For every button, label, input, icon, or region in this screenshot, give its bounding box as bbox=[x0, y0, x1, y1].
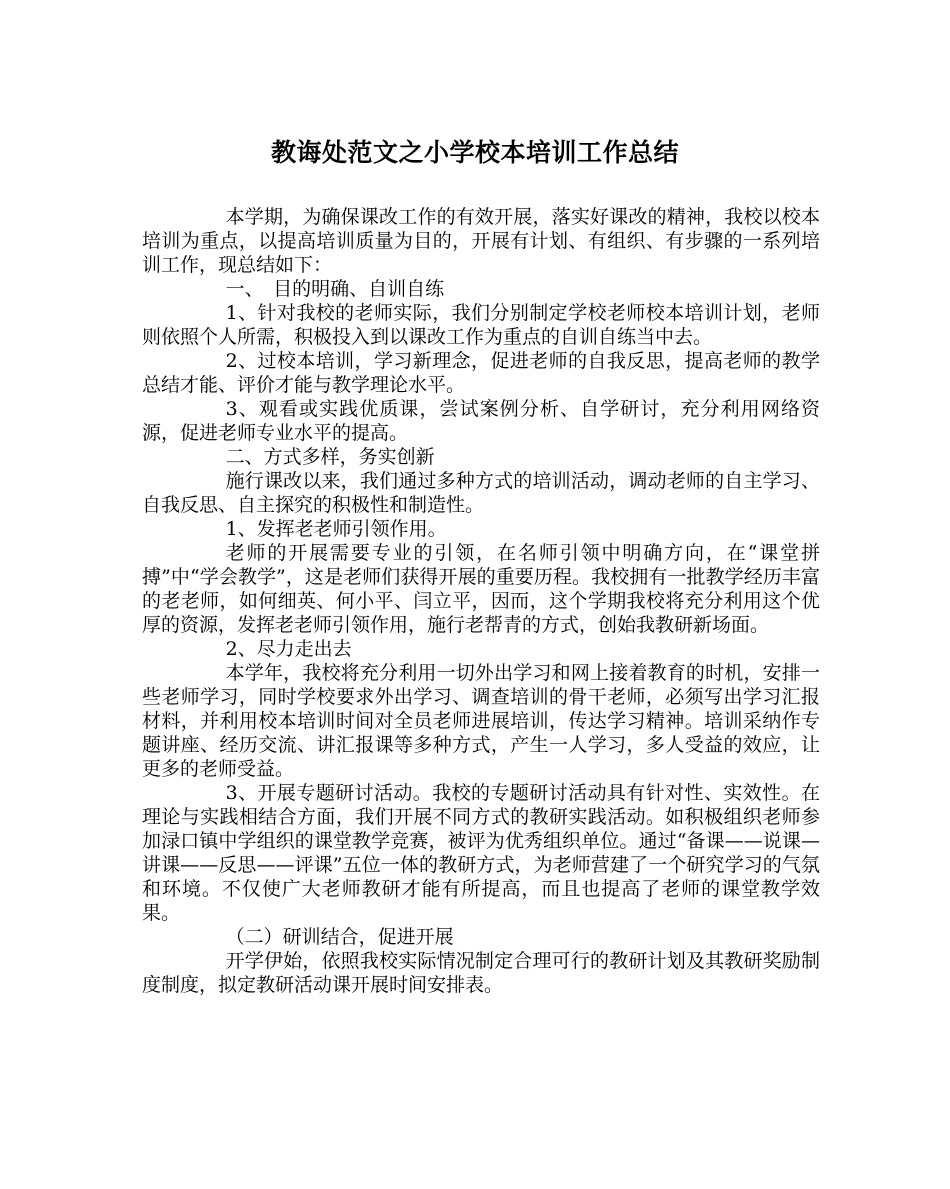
paragraph: 3、观看或实践优质课，尝试案例分析、自学研讨，充分利用网络资源，促进老师专业水平的提高。 bbox=[142, 398, 820, 444]
paragraph: 施行课改以来，我们通过多种方式的培训活动，调动老师的自主学习、自我反思、自主探究的积极性和制造性。 bbox=[142, 470, 820, 516]
paragraph: 本学年，我校将充分利用一切外出学习和网上接着教育的时机，安排一些老师学习，同时学校要求外出学习、调查培训的骨干老师，必须写出学习汇报材料，并利用校本培训时间对全员老师进展培训，传达学习精神。培训采纳作专题讲座、经历交流、讲汇报课等多种方式，产生一人学习，多人受益的效应，让更多的老师受益。 bbox=[142, 662, 820, 780]
document-title: 教诲处范文之小学校本培训工作总结 bbox=[270, 138, 679, 167]
section-heading-3: （二）研训结合，促进开展 bbox=[225, 926, 454, 948]
paragraph: 3、开展专题研讨活动。我校的专题研讨活动具有针对性、实效性。在理论与实践相结合方面，我们开展不同方式的教研实践活动。如积极组织老师参加渌口镇中学组织的课堂教学竞赛，被评为优秀组织单位。通过“备课——说课—讲课——反思——评课”五位一体的教研方式，为老师营建了一个研究学习的气氛和环境。不仅使广大老师教研才能有所提高，而且也提高了老师的课堂教学效果。 bbox=[142, 782, 820, 924]
section-heading-1: 一、 目的明确、自训自练 bbox=[225, 278, 445, 300]
paragraph: 2、过校本培训，学习新理念，促进老师的自我反思，提高老师的教学总结才能、评价才能与教学理论水平。 bbox=[142, 350, 820, 396]
intro-paragraph: 本学期，为确保课改工作的有效开展，落实好课改的精神，我校以校本培训为重点，以提高培训质量为目的，开展有计划、有组织、有步骤的一系列培训工作，现总结如下： bbox=[142, 206, 820, 276]
paragraph: 1、针对我校的老师实际，我们分别制定学校老师校本培训计划，老师则依照个人所需，积极投入到以课改工作为重点的自训自练当中去。 bbox=[142, 302, 820, 348]
subsection-heading: 2、尽力走出去 bbox=[225, 638, 352, 660]
paragraph: 老师的开展需要专业的引领，在名师引领中明确方向，在“课堂拼搏”中“学会教学”，这是老师们获得开展的重要历程。我校拥有一批教学经历丰富的老老师，如何细英、何小平、闫立平，因而，这个学期我校将充分利用这个优厚的资源，发挥老老师引领作用，施行老帮青的方式，创始我教研新场面。 bbox=[142, 542, 820, 636]
section-heading-2: 二、方式多样，务实创新 bbox=[225, 446, 435, 468]
paragraph: 开学伊始，依照我校实际情况制定合理可行的教研计划及其教研奖励制度制度，拟定教研活动课开展时间安排表。 bbox=[142, 950, 820, 996]
document-body bbox=[142, 205, 820, 997]
subsection-heading: 1、发挥老老师引领作用。 bbox=[225, 518, 447, 540]
